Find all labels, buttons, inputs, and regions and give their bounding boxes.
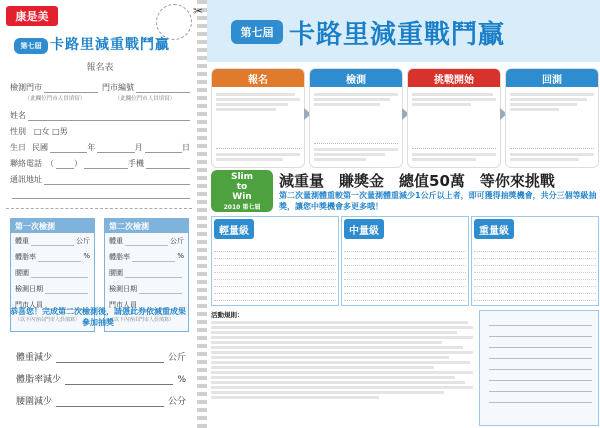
- second-weight-label: 體重: [109, 237, 123, 245]
- campaign-panel: [207, 0, 600, 428]
- divider: [6, 208, 192, 209]
- address-label: 通訊地址: [10, 175, 42, 184]
- second-waist-field[interactable]: [125, 268, 182, 278]
- prize-name: [344, 245, 452, 251]
- step-challenge: [407, 68, 501, 168]
- slim-logo-year: 2010 第七屆: [223, 203, 261, 211]
- record-row-field[interactable]: [489, 363, 592, 370]
- prize-quantity: [322, 266, 336, 272]
- weight-loss-field[interactable]: [56, 353, 164, 363]
- birthday-year-unit: 年: [87, 143, 96, 152]
- record-row-field[interactable]: [489, 352, 592, 359]
- level-middle-prizes: [344, 245, 466, 301]
- second-date-label: 檢測日期: [109, 285, 137, 293]
- prize-name: [214, 266, 322, 272]
- slim-to-win-logo: [211, 170, 273, 212]
- record-row-field[interactable]: [489, 385, 592, 392]
- rules-section: [211, 312, 473, 424]
- prize-quantity: [322, 280, 336, 286]
- birthday-day-unit: 日: [181, 143, 190, 152]
- record-row: [480, 317, 598, 328]
- step-challenge-title: 挑戰開始: [408, 69, 500, 87]
- record-row-field[interactable]: [489, 341, 592, 348]
- prize-quantity: [582, 259, 596, 265]
- prize-name: [344, 252, 452, 258]
- step-measure-title: 檢測: [310, 69, 402, 87]
- second-fat-unit: %: [177, 252, 184, 260]
- prize-name: [214, 252, 322, 258]
- campaign-title: 卡路里減重戰鬥贏: [289, 20, 506, 50]
- prize-quantity: [322, 245, 336, 251]
- prize-name: [214, 273, 322, 279]
- prize-quantity: [452, 280, 466, 286]
- birthday-month-unit: 月: [134, 143, 143, 152]
- prize-name: [474, 280, 582, 286]
- birthday-row: [10, 142, 190, 153]
- prize-row: [214, 245, 336, 252]
- prize-row: [474, 280, 596, 287]
- first-measurement-title: 第一次檢測: [11, 219, 94, 233]
- prize-quantity: [582, 280, 596, 286]
- second-fat-field[interactable]: [132, 252, 175, 262]
- waist-loss-field[interactable]: [56, 397, 164, 407]
- step-register-body: [212, 87, 304, 117]
- prize-row: [344, 280, 466, 287]
- phone-label: 聯絡電話: [10, 159, 42, 168]
- prize-row: [214, 273, 336, 280]
- prize-name: [474, 287, 582, 293]
- record-row: [480, 339, 598, 350]
- prize-row: [214, 280, 336, 287]
- step-challenge-note: [412, 148, 496, 163]
- phone-area-close: ）: [74, 159, 82, 168]
- first-waist-row: [11, 265, 94, 281]
- level-heavy: [471, 216, 599, 306]
- phone-area-field[interactable]: [56, 160, 74, 169]
- record-row-field[interactable]: [489, 330, 592, 337]
- address-row: [10, 174, 190, 185]
- first-date-label: 檢測日期: [15, 285, 43, 293]
- prize-name: [474, 259, 582, 265]
- first-staff-label: 門市人員: [15, 301, 43, 309]
- prize-quantity: [322, 287, 336, 293]
- prize-name: [344, 287, 452, 293]
- record-row: [480, 361, 598, 372]
- first-date-field[interactable]: [45, 284, 88, 294]
- step-remeasure-note: [510, 148, 594, 163]
- prize-row: [214, 294, 336, 301]
- prize-quantity: [452, 266, 466, 272]
- registration-panel: [0, 0, 197, 428]
- prize-name: [344, 266, 452, 272]
- prize-quantity: [582, 266, 596, 272]
- first-weight-field[interactable]: [31, 236, 74, 246]
- prize-row: [474, 259, 596, 266]
- step-measure: [309, 68, 403, 168]
- gender-label: 性別: [10, 127, 26, 136]
- record-row: [480, 383, 598, 394]
- first-waist-field[interactable]: [31, 268, 88, 278]
- second-waist-row: [105, 265, 188, 281]
- prize-name: [214, 280, 322, 286]
- prize-name: [214, 294, 322, 300]
- birthday-era: 民國: [32, 143, 48, 152]
- first-fat-row: [11, 249, 94, 265]
- level-light: [211, 216, 339, 306]
- prize-name: [214, 287, 322, 293]
- name-row: [10, 110, 190, 121]
- second-weight-unit: 公斤: [170, 237, 184, 245]
- prize-row: [474, 266, 596, 273]
- prize-name: [214, 259, 322, 265]
- birthday-day-field[interactable]: [145, 144, 182, 153]
- campaign-description: 第二次量測體重較第一次量測體重減少1公斤以上者，即可獲得抽獎機會，共分三個等級抽獎，讓您中獎機會多更多哦！: [279, 191, 597, 211]
- name-field[interactable]: [28, 112, 190, 121]
- prize-quantity: [322, 252, 336, 258]
- record-row-field[interactable]: [489, 396, 592, 403]
- second-fat-row: [105, 249, 188, 265]
- form-subtitle: 報名表: [86, 63, 114, 73]
- first-staff-note: （以下內容由門市人員填寫）: [15, 317, 81, 323]
- slim-logo-line3: Win: [232, 191, 252, 202]
- weight-loss-label: 體重減少: [16, 353, 53, 363]
- phone-area-open: （: [46, 159, 54, 168]
- prize-row: [474, 245, 596, 252]
- prize-name: [474, 252, 582, 258]
- second-date-field[interactable]: [139, 284, 182, 294]
- prize-quantity: [452, 259, 466, 265]
- record-row: [480, 372, 598, 383]
- page-title: 卡路里減重戰鬥贏: [50, 37, 170, 53]
- step-challenge-body: [408, 87, 500, 112]
- second-staff-label: 門市人員: [109, 301, 137, 309]
- first-weight-unit: 公斤: [76, 237, 90, 245]
- waist-loss-unit: 公分: [167, 397, 186, 407]
- stamp-area: [156, 4, 192, 40]
- prize-row: [474, 252, 596, 259]
- level-light-prizes: [214, 245, 336, 301]
- birthday-month-field[interactable]: [97, 144, 134, 153]
- weight-loss-unit: 公斤: [167, 353, 186, 363]
- prize-row: [344, 245, 466, 252]
- prize-quantity: [582, 294, 596, 300]
- prize-name: [474, 245, 582, 251]
- mobile-label: 手機: [128, 159, 144, 168]
- second-date-row: [105, 281, 188, 297]
- prize-quantity: [452, 294, 466, 300]
- prize-row: [474, 273, 596, 280]
- record-row-field[interactable]: [489, 319, 592, 326]
- prize-quantity: [582, 287, 596, 293]
- level-middle-badge: 中量級: [344, 219, 384, 239]
- first-fat-unit: %: [83, 252, 90, 260]
- edition-badge-large: 第七屆: [231, 20, 283, 44]
- prize-quantity: [582, 252, 596, 258]
- prize-quantity: [452, 252, 466, 258]
- step-measure-note: [314, 143, 398, 163]
- second-weight-row: [105, 233, 188, 249]
- birthday-label: 生日: [10, 143, 26, 152]
- prize-quantity: [452, 273, 466, 279]
- second-waist-label: 腰圍: [109, 269, 123, 277]
- prize-quantity: [322, 294, 336, 300]
- prize-row: [344, 287, 466, 294]
- birthday-year-field[interactable]: [50, 144, 87, 153]
- name-label: 姓名: [10, 111, 26, 120]
- campaign-slogan: 減重量 賺獎金 總值50萬 等你來挑戰: [279, 172, 555, 190]
- waist-loss-label: 腰圍減少: [16, 397, 53, 407]
- prize-row: [344, 252, 466, 259]
- phone-field[interactable]: [84, 160, 128, 169]
- store-note-b: （此欄位門市人員填寫）: [114, 96, 176, 102]
- level-middle: [341, 216, 469, 306]
- store-note-a: （此欄位門市人員填寫）: [24, 96, 86, 102]
- prize-row: [214, 287, 336, 294]
- step-remeasure: [505, 68, 599, 168]
- store-notes: [10, 94, 190, 102]
- brand-logo: 康是美: [6, 6, 58, 26]
- prize-quantity: [452, 287, 466, 293]
- prize-row: [474, 287, 596, 294]
- prize-row: [474, 294, 596, 301]
- second-measurement-title: 第二次檢測: [105, 219, 188, 233]
- prize-row: [344, 294, 466, 301]
- step-register-title: 報名: [212, 69, 304, 87]
- prize-row: [344, 266, 466, 273]
- prize-row: [214, 259, 336, 266]
- fat-loss-label: 體脂率減少: [16, 375, 62, 385]
- second-weight-field[interactable]: [125, 236, 168, 246]
- prize-name: [344, 280, 452, 286]
- prize-name: [214, 245, 322, 251]
- level-heavy-prizes: [474, 245, 596, 301]
- prize-name: [474, 266, 582, 272]
- lottery-banner: 恭喜您！完成第二次檢測後，請憑此券依減重成果參加抽獎: [10, 307, 186, 327]
- weight-loss-row: [16, 350, 186, 363]
- first-waist-label: 腰圍: [15, 269, 29, 277]
- record-box: [479, 310, 599, 426]
- mobile-field[interactable]: [146, 160, 190, 169]
- fat-loss-field[interactable]: [65, 375, 173, 385]
- step-register-note: [216, 148, 300, 163]
- record-row: [480, 328, 598, 339]
- store-row: [10, 82, 190, 93]
- prize-quantity: [322, 259, 336, 265]
- first-weight-row: [11, 233, 94, 249]
- slim-logo-line2: to: [236, 181, 248, 192]
- fat-loss-row: [16, 372, 186, 385]
- prize-quantity: [452, 245, 466, 251]
- phone-row: [10, 158, 190, 169]
- prize-row: [214, 252, 336, 259]
- prize-row: [214, 266, 336, 273]
- step-register: [211, 68, 305, 168]
- level-light-badge: 輕量級: [214, 219, 254, 239]
- rules-body: [211, 321, 473, 399]
- edition-badge: 第七屆: [14, 38, 48, 54]
- first-date-row: [11, 281, 94, 297]
- prize-quantity: [582, 273, 596, 279]
- rules-title: 活動規則：: [211, 311, 244, 319]
- gender-options[interactable]: □女 □男: [34, 127, 68, 136]
- prize-name: [344, 294, 452, 300]
- waist-loss-row: [16, 394, 186, 407]
- perforation-line: [197, 0, 207, 428]
- first-fat-field[interactable]: [38, 252, 81, 262]
- address-field-2[interactable]: [12, 190, 190, 199]
- scissors-icon: ✂: [193, 4, 204, 18]
- second-staff-note: （以下內容由門市人員填寫）: [109, 317, 175, 323]
- level-heavy-badge: 重量級: [474, 219, 514, 239]
- store-no-label: 門市編號: [102, 83, 134, 92]
- first-weight-label: 體重: [15, 237, 29, 245]
- prize-row: [344, 259, 466, 266]
- first-fat-label: 體脂率: [15, 253, 36, 261]
- record-row: [480, 350, 598, 361]
- prize-quantity: [582, 245, 596, 251]
- address-field[interactable]: [44, 176, 190, 185]
- fat-loss-unit: %: [177, 375, 186, 385]
- store-field[interactable]: [44, 84, 98, 93]
- prize-name: [344, 273, 452, 279]
- second-fat-label: 體脂率: [109, 253, 130, 261]
- record-row: [480, 394, 598, 405]
- step-remeasure-title: 回測: [506, 69, 598, 87]
- address-row-2: [10, 190, 190, 199]
- prize-quantity: [322, 273, 336, 279]
- prize-name: [344, 259, 452, 265]
- record-row-field[interactable]: [489, 374, 592, 381]
- prize-row: [344, 273, 466, 280]
- step-remeasure-body: [506, 87, 598, 117]
- prize-name: [474, 273, 582, 279]
- prize-name: [474, 294, 582, 300]
- gender-row: [10, 126, 190, 137]
- store-label: 檢測門市: [10, 83, 42, 92]
- store-no-field[interactable]: [136, 84, 190, 93]
- slim-logo-line1: Slim: [230, 171, 254, 182]
- step-measure-body: [310, 87, 402, 112]
